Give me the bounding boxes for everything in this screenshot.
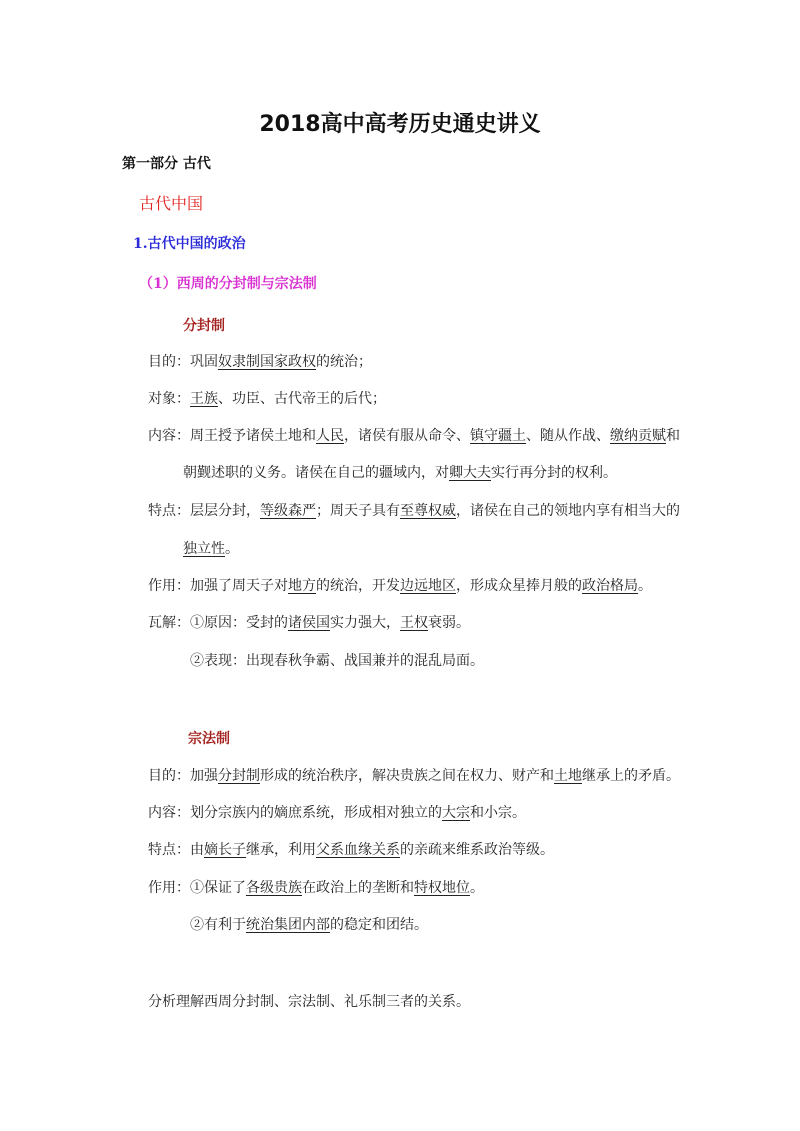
fenfeng-effect-key: 地方: [288, 578, 316, 594]
zongfa-features-text: 继承，利用: [246, 842, 316, 858]
fenfeng-features-label: 特点：: [148, 503, 190, 519]
fenfeng-collapse: [148, 612, 470, 632]
zongfa-effect-label: 作用：: [148, 880, 190, 896]
fenfeng-purpose: [148, 351, 372, 371]
zongfa-content-label: 内容：: [148, 805, 190, 821]
zongfa-content-key: 大宗: [442, 805, 470, 821]
zongfa-purpose-text: 加强: [190, 768, 218, 784]
zongfa-purpose-text: 形成的统治秩序，解决贵族之间在权力、财产和: [260, 768, 554, 784]
fenfeng-objects: [148, 388, 386, 408]
fenfeng-objects-label: 对象：: [148, 391, 190, 407]
zongfa-effect-text: 在政治上的垄断和: [302, 880, 414, 896]
fenfeng-effect: [148, 575, 652, 595]
zongfa-purpose-key: 分封制: [218, 768, 260, 784]
fenfeng-content-text: 周王授予诸侯土地和: [190, 428, 316, 444]
fenfeng-features-key: 至尊权威: [400, 503, 456, 519]
section-heading: 1.古代中国的政治: [133, 236, 246, 252]
zongfa-heading: 宗法制: [188, 731, 230, 747]
fenfeng-effect-key: 政治格局: [582, 578, 638, 594]
fenfeng-effect-text: 的统治，开发: [316, 578, 400, 594]
fenfeng-content-text: 实行再分封的权利。: [491, 465, 617, 481]
fenfeng-content-key: 缴纳贡赋: [610, 428, 666, 444]
fenfeng-effect-text: 。: [638, 578, 652, 594]
fenfeng-collapse-text: 实力强大，: [330, 615, 400, 631]
fenfeng-collapse-key: 诸侯国: [288, 615, 330, 631]
fenfeng-collapse-label: 瓦解：: [148, 615, 190, 631]
fenfeng-heading: 分封制: [183, 318, 225, 334]
fenfeng-purpose-text: 的统治；: [316, 354, 372, 370]
fenfeng-objects-key: 王族: [190, 391, 218, 407]
fenfeng-content-key: 镇守疆土: [470, 428, 526, 444]
fenfeng-effect-key: 边远地区: [400, 578, 456, 594]
fenfeng-features-text: ；周天子具有: [316, 503, 400, 519]
zongfa-effect-key: 统治集团内部: [246, 917, 330, 933]
fenfeng-content-text: 和: [666, 428, 680, 444]
zongfa-content-text: 和小宗。: [470, 805, 526, 821]
zongfa-effect: [148, 877, 484, 897]
fenfeng-content-continued: [183, 462, 617, 482]
fenfeng-purpose-label: 目的：: [148, 354, 190, 370]
fenfeng-content-text: 、随从作战、: [526, 428, 610, 444]
era-heading: 古代中国: [139, 194, 204, 213]
fenfeng-purpose-text: 巩固: [190, 354, 218, 370]
fenfeng-effect-text: ，形成众星捧月般的: [456, 578, 582, 594]
zongfa-purpose-text: 继承上的矛盾。: [582, 768, 680, 784]
fenfeng-effect-text: 加强了周天子对: [190, 578, 288, 594]
zongfa-features-key: 父系血缘关系: [316, 842, 400, 858]
part-heading: 第一部分 古代: [122, 156, 211, 172]
document-title: 2018高中高考历史通史讲义: [259, 112, 541, 137]
zongfa-features-label: 特点：: [148, 842, 190, 858]
zongfa-purpose-key: 土地: [554, 768, 582, 784]
fenfeng-purpose-key: 奴隶制国家政权: [218, 354, 316, 370]
zongfa-features-key: 嫡长子: [204, 842, 246, 858]
zongfa-content: [148, 802, 526, 822]
fenfeng-content-text: ，诸侯有服从命令、: [344, 428, 470, 444]
fenfeng-features-key: 独立性: [183, 541, 225, 557]
zongfa-effect-key: 各级贵族: [246, 880, 302, 896]
zongfa-features-text: 由: [190, 842, 204, 858]
fenfeng-features-key: 等级森严: [260, 503, 316, 519]
fenfeng-effect-label: 作用：: [148, 578, 190, 594]
zongfa-effect-text: 。: [470, 880, 484, 896]
zongfa-effect-text: ②有利于: [190, 917, 246, 933]
zongfa-effect-key: 特权地位: [414, 880, 470, 896]
zongfa-purpose: [148, 765, 680, 785]
fenfeng-collapse-text: 衰弱。: [428, 615, 470, 631]
fenfeng-objects-text: 、功臣、古代帝王的后代；: [218, 391, 386, 407]
fenfeng-content-key: 卿大夫: [449, 465, 491, 481]
fenfeng-collapse-manifestation: ②表现：出现春秋争霸、战国兼并的混乱局面。: [190, 653, 484, 669]
fenfeng-content-text: 朝觐述职的义务。诸侯在自己的疆域内，对: [183, 465, 449, 481]
subsection-heading: （1）西周的分封制与宗法制: [139, 276, 317, 292]
fenfeng-features: [148, 500, 680, 520]
fenfeng-content-key: 人民: [316, 428, 344, 444]
zongfa-content-text: 划分宗族内的嫡庶系统，形成相对独立的: [190, 805, 442, 821]
fenfeng-features-text: 层层分封，: [190, 503, 260, 519]
fenfeng-content-label: 内容：: [148, 428, 190, 444]
fenfeng-features-text: ，诸侯在自己的领地内享有相当大的: [456, 503, 680, 519]
zongfa-effect-second: [190, 914, 428, 934]
zongfa-effect-text: 的稳定和团结。: [330, 917, 428, 933]
zongfa-features: [148, 839, 554, 859]
fenfeng-collapse-text: ①原因：受封的: [190, 615, 288, 631]
fenfeng-collapse-key: 王权: [400, 615, 428, 631]
analysis-prompt: 分析理解西周分封制、宗法制、礼乐制三者的关系。: [148, 994, 470, 1010]
fenfeng-features-continued: [183, 538, 239, 558]
zongfa-purpose-label: 目的：: [148, 768, 190, 784]
fenfeng-content: [148, 425, 680, 445]
zongfa-effect-text: ①保证了: [190, 880, 246, 896]
fenfeng-features-text: 。: [225, 541, 239, 557]
zongfa-features-text: 的亲疏来维系政治等级。: [400, 842, 554, 858]
